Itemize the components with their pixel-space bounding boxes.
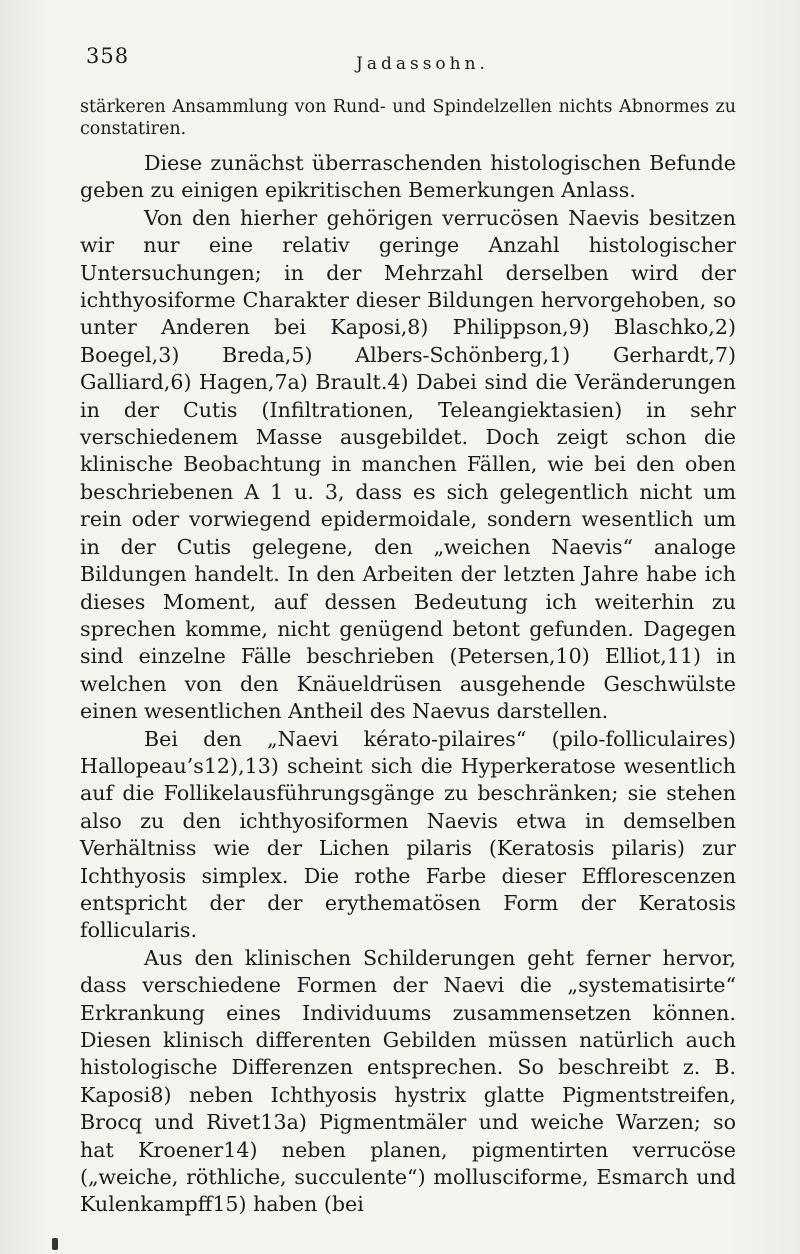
paragraph-continuation: stärkeren Ansammlung von Rund- und Spindelzellen nichts Abnormes zu constatiren.: [80, 97, 736, 139]
paragraph: Aus den klinischen Schilderungen geht ferner hervor, dass verschiedene Formen der Naevi die „systematisirte“ Erkrankung eines Individuums zusammensetzen können. Diesen klinisch differenten Gebilden müssen natürlich auch histologische Differenzen entsprechen. So beschreibt z. B. Kaposi8) neben Ichthyosis hystrix glatte Pigmentstreifen, Brocq und Rivet13a) Pigmentmäler und weiche Warzen; so hat Kroener14) neben planen, pigmentirten verrucöse („weiche, röthliche, succulente“) mollusciforme, Esmarch und Kulenkampff15) haben (bei: [80, 945, 736, 1217]
paragraph: Diese zunächst überraschenden histologischen Befunde geben zu einigen epikritischen Bemerkungen Anlass.: [80, 151, 736, 203]
margin-mark: [52, 1238, 58, 1250]
paragraph: Von den hierher gehörigen verrucösen Naevis besitzen wir nur eine relativ geringe Anzahl histologischer Untersuchungen; in der Mehrzahl derselben wird der ichthyosiforme Charakter dieser Bildungen hervorgehoben, so unter Anderen bei Kaposi,8) Philippson,9) Blaschko,2) Boegel,3) Breda,5) Albers-Schönberg,1) Gerhardt,7) Galliard,6) Hagen,7a) Brault.4) Dabei sind die Veränderungen in der Cutis (Infiltrationen, Teleangiektasien) in sehr verschiedenem Masse ausgebildet. Doch zeigt schon die klinische Beobachtung in manchen Fällen, wie bei den oben beschriebenen A 1 u. 3, dass es sich gelegentlich nicht um rein oder vorwiegend epidermoidale, sondern wesentlich um in der Cutis gelegene, den „weichen Naevis“ analoge Bildungen handelt. In den Arbeiten der letzten Jahre habe ich dieses Moment, auf dessen Bedeutung ich weiterhin zu sprechen komme, nicht genügend betont gefunden. Dagegen sind einzelne Fälle beschrieben (Petersen,10) Elliot,11) in welchen von den Knäueldrüsen ausgehende Geschwülste einen wesentlichen Antheil des Naevus darstellen.: [80, 205, 736, 724]
paragraph: Bei den „Naevi kérato-pilaires“ (pilo-folliculaires) Hallopeau’s12),13) scheint sich die Hyperkeratose wesentlich auf die Follikelausführungsgänge zu beschränken; sie stehen also zu den ichthyosiformen Naevis etwa in demselben Verhältniss wie der Lichen pilaris (Keratosis pilaris) zur Ichthyosis simplex. Die rothe Farbe dieser Efflorescenzen entspricht der der erythematösen Form der Keratosis follicularis.: [80, 726, 736, 943]
page-number: 358: [86, 44, 130, 68]
page-header: [86, 44, 740, 74]
running-head: Jadassohn.: [356, 54, 489, 74]
body-text: [80, 96, 736, 1219]
